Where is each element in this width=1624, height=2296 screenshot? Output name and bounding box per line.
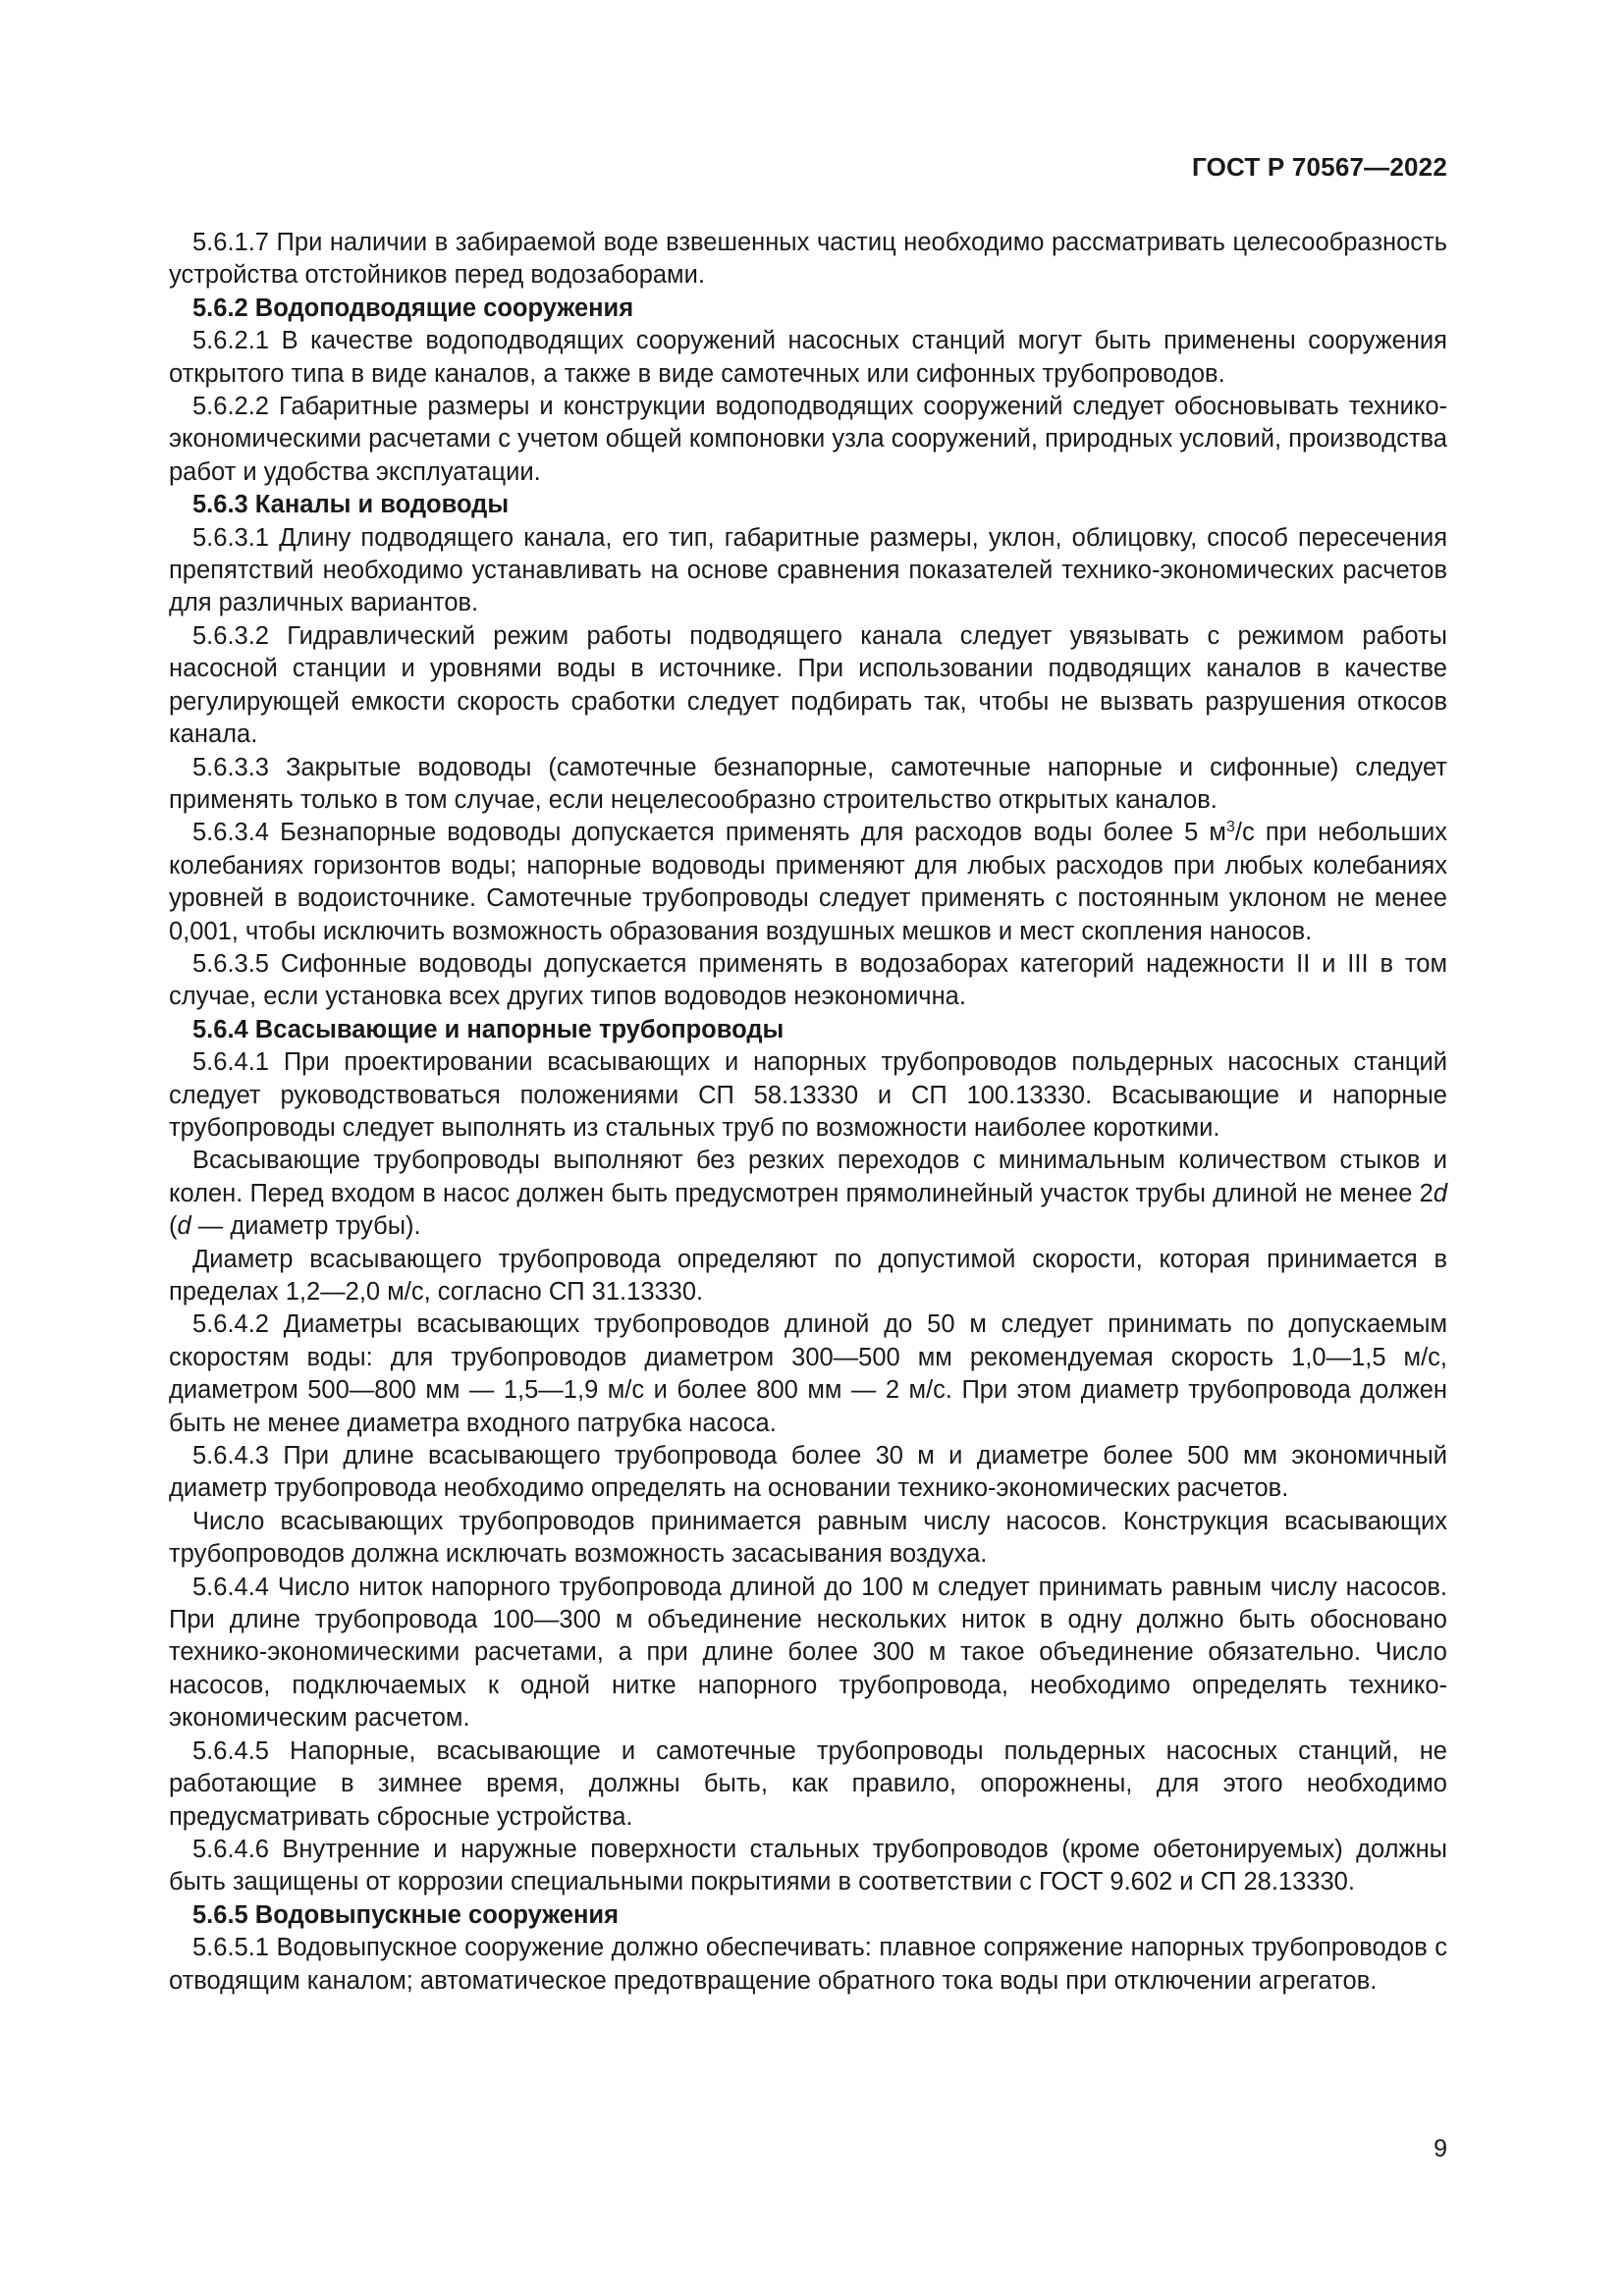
paragraph-suction-pipes [169, 1145, 1447, 1243]
paragraph-5-6-4-1: 5.6.4.1 При проектировании всасывающих и напорных трубопроводов польдерных насосных станций следует руководствоваться положениями СП 58.13330 и СП 100.13330. Всасывающие и напорные трубопроводы следует выполнять из стальных труб по возможности наиболее короткими. [169, 1048, 1447, 1142]
heading-5-6-5: 5.6.5 Водовыпускные сооружения [192, 1900, 619, 1929]
heading-5-6-3: 5.6.3 Каналы и водоводы [192, 491, 510, 519]
paragraph-5-6-4-5: 5.6.4.5 Напорные, всасывающие и самотечные трубопроводы польдерных насосных станций, не работающие в зимнее время, должны быть, как правило, опорожнены, для этого необходимо предусматривать сбросные устройства. [169, 1736, 1447, 1831]
paragraph-5-6-3-5: 5.6.3.5 Сифонные водоводы допускается применять в водозаборах категорий надежности II и III в том случае, если установка всех других типов водоводов неэкономична. [169, 949, 1447, 1011]
paragraph-5-6-2-2: 5.6.2.2 Габаритные размеры и конструкции водоподводящих сооружений следует обосновывать технико-экономическими расчетами с учетом общей компоновки узла сооружений, природных условий, производства работ и удобства эксплуатации. [169, 393, 1447, 486]
paragraph-5-6-3-4-part-a: 5.6.3.4 Безнапорные водоводы допускается применять для расходов воды более 5 м [192, 819, 1226, 847]
suction-pipes-part-a: Всасывающие трубопроводы выполняют без резких переходов с минимальным количеством стыков и колен. Перед входом в насос должен быть предусмотрен прямолинейный участок трубы длиной не менее 2 [169, 1147, 1447, 1207]
paragraph-5-6-4-2: 5.6.4.2 Диаметры всасывающих трубопроводов длиной до 50 м следует принимать по допускаемым скоростям воды: для трубопроводов диаметром 300—500 мм рекомендуемая скорость 1,0—1,5 м/с, диаметром 500—800 мм — 1,5—1,9 м/с и более 800 мм — 2 м/с. При этом диаметр трубопровода должен быть не менее диаметра входного патрубка насоса. [169, 1310, 1447, 1437]
suction-pipes-part-c: — диаметр трубы). [190, 1212, 421, 1241]
heading-5-6-2: 5.6.2 Водоподводящие сооружения [192, 294, 634, 322]
superscript-cubic: 3 [1225, 819, 1235, 836]
paragraph-5-6-2-1: 5.6.2.1 В качестве водоподводящих сооружений насосных станций могут быть применены сооружения открытого типа в виде каналов, а также в виде самотечных или сифонных трубопроводов. [169, 327, 1447, 388]
paragraph-5-6-3-1: 5.6.3.1 Длину подводящего канала, его тип, габаритные размеры, уклон, облицовку, способ пересечения препятствий необходимо устанавливать на основе сравнения показателей технико-экономических расчетов для различных вариантов. [169, 523, 1447, 617]
paragraph-suction-count: Число всасывающих трубопроводов принимается равным числу насосов. Конструкция всасывающих трубопроводов должна исключать возможность засасывания воздуха. [169, 1507, 1447, 1569]
symbol-d-definition: d [177, 1212, 191, 1241]
symbol-d: d [1433, 1179, 1447, 1207]
standard-header: ГОСТ Р 70567—2022 [1192, 152, 1447, 182]
paragraph-5-6-3-4 [169, 817, 1447, 948]
heading-5-6-4: 5.6.4 Всасывающие и напорные трубопроводы [192, 1015, 785, 1043]
paragraph-5-6-4-3: 5.6.4.3 При длине всасывающего трубопровода более 30 м и диаметре более 500 мм экономичный диаметр трубопровода необходимо определять на основании технико-экономических расчетов. [169, 1442, 1447, 1503]
suction-pipes-part-b: ( [169, 1212, 178, 1241]
paragraph-suction-diameter: Диаметр всасывающего трубопровода определяют по допустимой скорости, которая принимается в пределах 1,2—2,0 м/с, согласно СП 31.13330. [169, 1245, 1447, 1306]
page-number: 9 [1434, 2135, 1447, 2163]
paragraph-5-6-3-4-part-b: /с при небольших колебаниях горизонтов воды; напорные водоводы применяют для любых расходов при любых колебаниях уровней в водоисточнике. Самотечные трубопроводы следует применять с постоянным уклоном не менее 0,001, чтобы исключить возможность образования воздушных мешков и мест скопления наносов. [169, 819, 1447, 945]
paragraph-5-6-1-7: 5.6.1.7 При наличии в забираемой воде взвешенных частиц необходимо рассматривать целесообразность устройства отстойников перед водозаборами. [169, 229, 1447, 290]
paragraph-5-6-4-4: 5.6.4.4 Число ниток напорного трубопровода длиной до 100 м следует принимать равным числу насосов. При длине трубопровода 100—300 м объединение нескольких ниток в одну должно быть обосновано технико-экономическими расчетами, а при длине более 300 м такое объединение обязательно. Число насосов, подключаемых к одной нитке напорного трубопровода, необходимо определять технико-экономическим расчетом. [169, 1573, 1447, 1733]
paragraph-5-6-3-2: 5.6.3.2 Гидравлический режим работы подводящего канала следует увязывать с режимом работы насосной станции и уровнями воды в источнике. При использовании подводящих каналов в качестве регулирующей емкости скорость сработки следует подбирать так, чтобы не вызвать разрушения откосов канала. [169, 621, 1447, 749]
paragraph-5-6-5-1: 5.6.5.1 Водовыпускное сооружение должно обеспечивать: плавное сопряжение напорных трубопроводов с отводящим каналом; автоматическое предотвращение обратного тока воды при отключении агрегатов. [169, 1934, 1447, 1995]
paragraph-5-6-3-3: 5.6.3.3 Закрытые водоводы (самотечные безнапорные, самотечные напорные и сифонные) следует применять только в том случае, если нецелесообразно строительство открытых каналов. [169, 753, 1447, 814]
document-body [169, 227, 1447, 1998]
paragraph-5-6-4-6: 5.6.4.6 Внутренние и наружные поверхности стальных трубопроводов (кроме обетонируемых) должны быть защищены от коррозии специальными покрытиями в соответствии с ГОСТ 9.602 и СП 28.13330. [169, 1835, 1447, 1896]
